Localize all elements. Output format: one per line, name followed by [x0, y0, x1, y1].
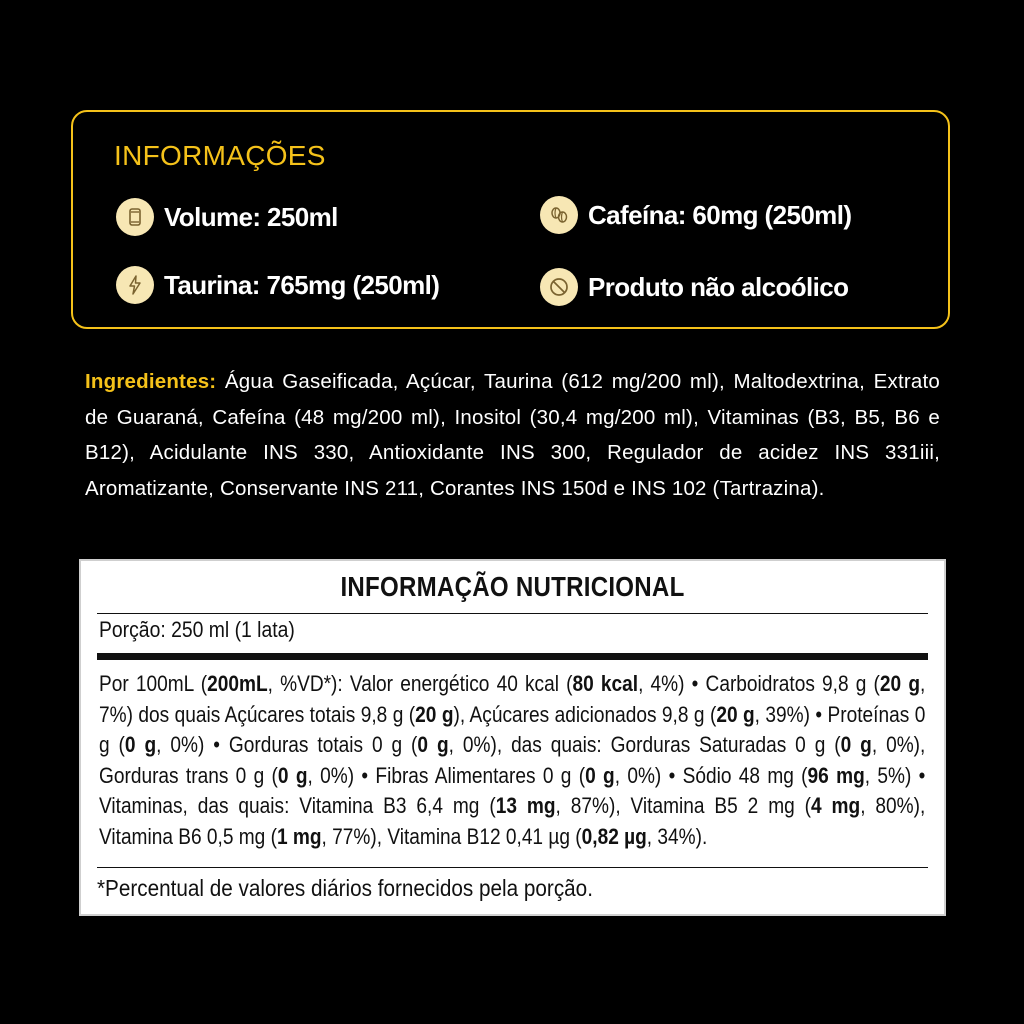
nutrition-value-bold: 0,82 µg [581, 823, 647, 849]
taurina-text: Taurina: 765mg (250ml) [164, 269, 440, 300]
nutrition-value-text: , 5%) • Vitaminas, das quais: Vitamina B3 6,4 mg ( [99, 762, 926, 818]
nutrition-value-text: , 39%) • Proteínas 0 g ( [99, 701, 926, 757]
alcool-text: Produto não alcoólico [588, 271, 849, 302]
info-panel [71, 110, 950, 329]
coffee-beans-icon [540, 196, 578, 234]
footnote: *Percentual de valores diários fornecidos pela porção. [97, 875, 593, 901]
lightning-icon [116, 266, 154, 304]
nutrition-value-text: , 0%), Gorduras trans 0 g ( [99, 732, 926, 788]
volume-text: Volume: 250ml [164, 201, 338, 232]
nutrition-value-bold: 1 mg [276, 823, 322, 849]
nutrition-value-bold: 20 g [716, 701, 755, 727]
nutrition-value-text: , 4%) • Carboidratos 9,8 g ( [638, 671, 880, 696]
info-alcool [540, 268, 848, 306]
nutrition-values [99, 669, 925, 852]
nutrition-value-bold: 13 mg [495, 793, 556, 818]
nutrition-value-bold: 80 kcal [572, 671, 639, 696]
info-title: INFORMAÇÕES [114, 140, 326, 171]
nutrition-value-text: ), Açúcares adicionados 9,8 g ( [453, 701, 717, 727]
info-volume [116, 198, 338, 236]
nutrition-value-text: , 87%), Vitamina B5 2 mg ( [555, 793, 812, 818]
nutrition-value-bold: 20 g [415, 701, 454, 727]
nutrition-value-bold: 96 mg [807, 762, 865, 788]
nutrition-value-text: , 0%) • Sódio 48 mg ( [614, 762, 808, 788]
ingredients-text [85, 364, 940, 506]
nutrition-value-bold: 20 g [879, 671, 921, 696]
can-icon [116, 198, 154, 236]
nutrition-value-bold: 4 mg [811, 793, 861, 818]
nutrition-value-text: , 0%), das quais: Gorduras Saturadas 0 g ( [448, 732, 841, 757]
cafeina-text: Cafeína: 60mg (250ml) [588, 199, 852, 230]
ingredients-label: Ingredientes: [85, 370, 217, 393]
nutrition-value-text: , 0%) • Fibras Alimentares 0 g ( [307, 762, 586, 788]
divider [97, 613, 928, 614]
no-alcohol-icon [540, 268, 578, 306]
divider-thick [97, 653, 928, 660]
info-cafeina [540, 196, 851, 234]
nutrition-value-text: , 80%), Vitamina B6 0,5 mg ( [99, 793, 926, 849]
nutrition-table [79, 559, 946, 916]
nutrition-value-text: , 77%), Vitamina B12 0,41 µg ( [321, 823, 582, 849]
nutrition-value-bold: 0 g [277, 762, 308, 788]
nutrition-value-bold: 0 g [417, 732, 449, 757]
ingredients-list: Água Gaseificada, Açúcar, Taurina (612 mg/200 ml), Maltodextrina, Extrato de Guaraná, Cafeína (48 mg/200 ml), Inositol (30,4 mg/200 ml), Vitaminas (B3, B5, B6 e B12), Acidulante INS 330, Antioxidante INS 300, Regulador de acidez INS 331iii, Aromatizante, Conservante INS 211, Corantes INS 150d e INS 102 (Tartrazina). [85, 370, 940, 500]
nutrition-value-bold: 200mL [207, 671, 268, 696]
info-taurina [116, 266, 439, 304]
nutrition-value-bold: 0 g [124, 732, 157, 757]
nutrition-value-text: , 0%) • Gorduras totais 0 g ( [156, 732, 418, 757]
nutrition-value-text: , %VD*): Valor energético 40 kcal ( [267, 671, 573, 696]
nutrition-value-text: , 34%). [646, 823, 708, 849]
nutrition-value-text: Por 100mL ( [99, 671, 208, 696]
nutrition-title: INFORMAÇÃO NUTRICIONAL [340, 571, 685, 602]
nutrition-value-text: , 7%) dos quais Açúcares totais 9,8 g ( [99, 671, 926, 727]
nutrition-value-bold: 0 g [840, 732, 872, 757]
nutrition-value-bold: 0 g [585, 762, 615, 788]
portion-text: Porção: 250 ml (1 lata) [99, 617, 295, 642]
divider [97, 867, 928, 868]
